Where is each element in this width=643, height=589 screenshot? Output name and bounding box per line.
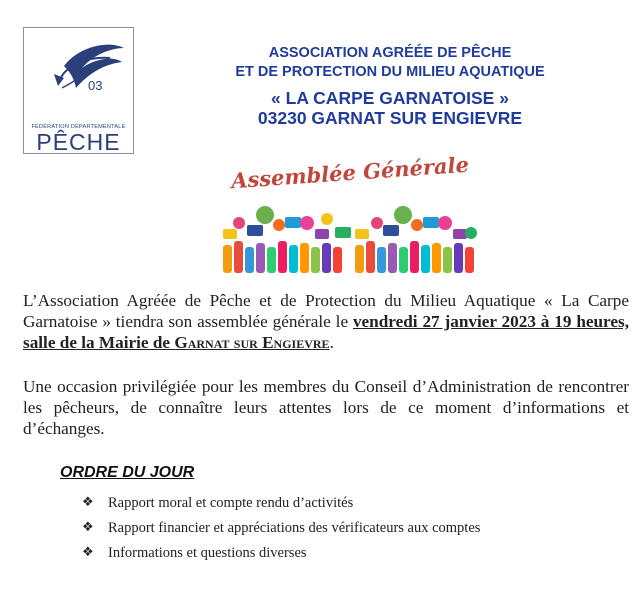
- diamond-bullet-icon: ❖: [82, 545, 94, 560]
- agenda-item-text: Rapport financier et appréciations des vérificateurs aux comptes: [108, 520, 481, 536]
- logo-subtitle: FÉDÉRATION DÉPARTEMENTALE: [31, 124, 126, 130]
- header-association-name: « LA CARPE GARNATOISE »: [271, 88, 509, 108]
- federation-logo: [23, 27, 134, 154]
- diamond-bullet-icon: ❖: [82, 520, 94, 535]
- speech-bubbles-icon: [223, 206, 477, 239]
- meeting-place: Garnat sur Engievre: [174, 333, 330, 352]
- header-line-1: ASSOCIATION AGRÉÉE DE PÊCHE: [268, 45, 512, 61]
- agenda-heading: ORDRE DU JOUR: [60, 464, 195, 481]
- announcement-paragraph: [23, 290, 629, 353]
- diamond-bullet-icon: ❖: [82, 495, 94, 510]
- announcement-intro: L’Association Agréée de Pêche et de Protection du Milieu Aquatique « La Carpe Garnatoise » tiendra son assemblée générale le: [23, 291, 629, 331]
- header-line-2: ET DE PROTECTION DU MILIEU AQUATIQUE: [235, 64, 545, 80]
- agenda-item-text: Rapport moral et compte rendu d’activités: [108, 495, 354, 511]
- raised-hands-icon: [223, 241, 474, 273]
- header-address: 03230 GARNAT SUR ENGIEVRE: [257, 108, 523, 128]
- assemblee-generale-title: [230, 151, 470, 194]
- agenda-item-text: Informations et questions diverses: [108, 545, 307, 561]
- logo-word: PÊCHE: [36, 129, 121, 155]
- meeting-date-time: vendredi 27 janvier 2023 à 19 heures, salle de la Mairie de: [23, 312, 629, 352]
- raised-hands-illustration: [217, 203, 482, 273]
- logo-department-number: 03: [88, 78, 103, 93]
- assemblee-generale-text: Assemblée Générale: [230, 151, 470, 194]
- announcement-end: .: [329, 333, 334, 352]
- occasion-paragraph: Une occasion privilégiée pour les membres du Conseil d’Administration de rencontrer les pêcheurs, de connaître leurs attentes lors de ce moment d’informations et d’échanges.: [23, 377, 629, 438]
